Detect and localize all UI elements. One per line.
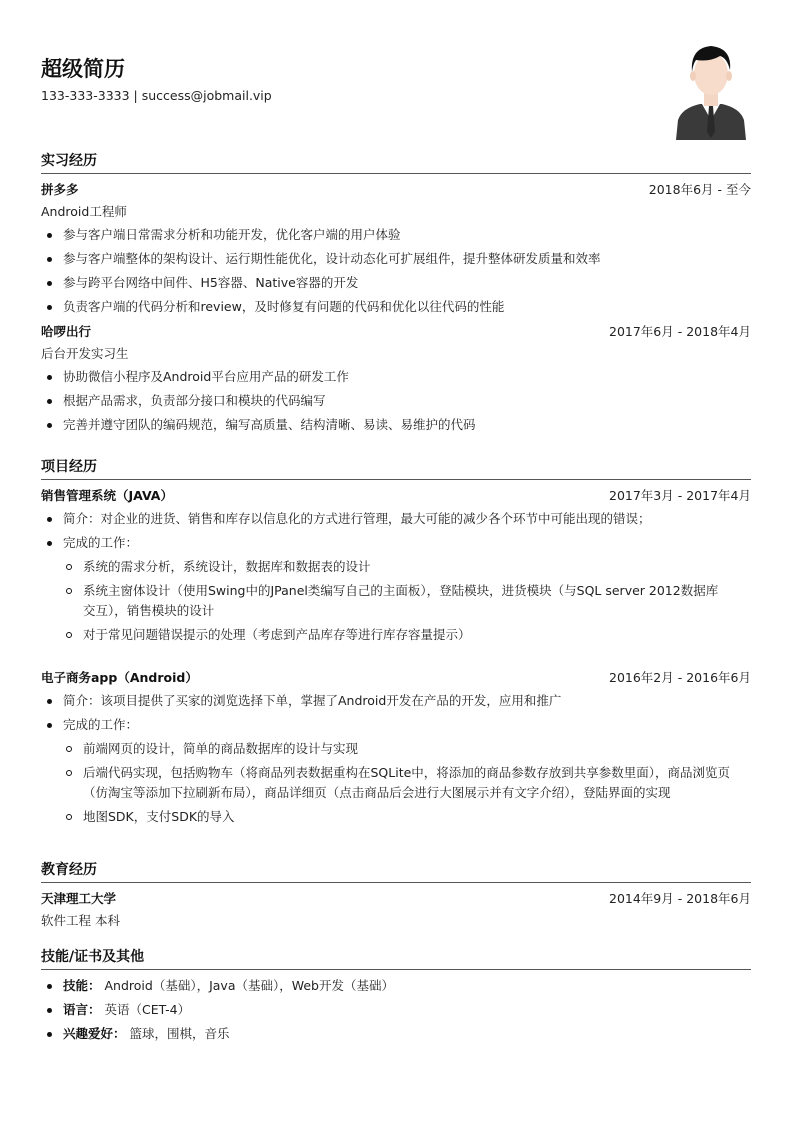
company-name: 拼多多 bbox=[41, 182, 79, 197]
major-degree: 软件工程 本科 bbox=[41, 913, 120, 928]
language-label: 语言： bbox=[63, 1002, 101, 1017]
list-item: 地图SDK，支付SDK的导入 bbox=[41, 807, 751, 827]
education-entry bbox=[41, 888, 751, 932]
hobby-label: 兴趣爱好： bbox=[63, 1026, 126, 1041]
contact-info: 133-333-3333 | success@jobmail.vip bbox=[41, 88, 272, 103]
project-name: 电子商务app（Android） bbox=[41, 670, 198, 685]
project-name: 销售管理系统（JAVA） bbox=[41, 488, 173, 503]
date-range: 2018年6月 - 至今 bbox=[648, 182, 751, 197]
project-entry bbox=[41, 667, 751, 827]
list-item: 负责客户端的代码分析和review，及时修复有问题的代码和优化以往代码的性能 bbox=[41, 297, 751, 317]
education-section bbox=[41, 859, 751, 932]
internship-entry bbox=[41, 179, 751, 317]
date-range: 2017年3月 - 2017年4月 bbox=[609, 488, 751, 503]
candidate-name: 超级简历 bbox=[41, 57, 125, 81]
list-item: 完善并遵守团队的编码规范，编写高质量、结构清晰、易读、易维护的代码 bbox=[41, 415, 751, 435]
skill-value: Android（基础），Java（基础），Web开发（基础） bbox=[104, 978, 394, 993]
project-entry bbox=[41, 485, 751, 645]
skill-item bbox=[41, 976, 751, 996]
section-title-internship: 实习经历 bbox=[41, 150, 751, 174]
list-item: 参与跨平台网络中间件、H5容器、Native容器的开发 bbox=[41, 273, 751, 293]
list-item: 后端代码实现，包括购物车（将商品列表数据重构在SQLite中，将添加的商品参数存放到共享参数里面），商品浏览页（仿淘宝等添加下拉刷新布局），商品详细页（点击商品后会进行大图展示并有文字介绍），登陆界面的实现 bbox=[41, 763, 751, 803]
internship-entry bbox=[41, 321, 751, 435]
job-role: 后台开发实习生 bbox=[41, 346, 129, 361]
date-range: 2014年9月 - 2018年6月 bbox=[609, 891, 751, 906]
project-intro: 简介：该项目提供了买家的浏览选择下单，掌握了Android开发在产品的开发，应用和推广 bbox=[41, 691, 751, 711]
list-item: 系统主窗体设计（使用Swing中的JPanel类编写自己的主面板），登陆模块，进货模块（与SQL server 2012数据库交互），销售模块的设计 bbox=[41, 581, 751, 621]
hobby-value: 篮球，围棋，音乐 bbox=[129, 1026, 230, 1041]
date-range: 2016年2月 - 2016年6月 bbox=[609, 670, 751, 685]
job-role: Android工程师 bbox=[41, 204, 127, 219]
work-label: 完成的工作： bbox=[41, 715, 751, 735]
language-value: 英语（CET-4） bbox=[104, 1002, 191, 1017]
school-name: 天津理工大学 bbox=[41, 891, 117, 906]
section-title-skills: 技能/证书及其他 bbox=[41, 946, 751, 970]
skill-label: 技能： bbox=[63, 978, 101, 993]
hobby-item bbox=[41, 1024, 751, 1044]
list-item: 前端网页的设计，简单的商品数据库的设计与实现 bbox=[41, 739, 751, 759]
list-item: 根据产品需求，负责部分接口和模块的代码编写 bbox=[41, 391, 751, 411]
language-item bbox=[41, 1000, 751, 1020]
internship-section bbox=[41, 150, 751, 439]
work-label: 完成的工作： bbox=[41, 533, 751, 553]
list-item: 系统的需求分析，系统设计，数据库和数据表的设计 bbox=[41, 557, 751, 577]
company-name: 哈啰出行 bbox=[41, 324, 92, 339]
list-item: 参与客户端日常需求分析和功能开发，优化客户端的用户体验 bbox=[41, 225, 751, 245]
list-item: 参与客户端整体的架构设计、运行期性能优化，设计动态化可扩展组件，提升整体研发质量和效率 bbox=[41, 249, 751, 269]
list-item: 对于常见问题错误提示的处理（考虑到产品库存等进行库存容量提示） bbox=[41, 625, 751, 645]
projects-section bbox=[41, 456, 751, 831]
project-intro: 简介：对企业的进货、销售和库存以信息化的方式进行管理，最大可能的减少各个环节中可能出现的错误； bbox=[41, 509, 751, 529]
section-title-projects: 项目经历 bbox=[41, 456, 751, 480]
section-title-education: 教育经历 bbox=[41, 859, 751, 883]
date-range: 2017年6月 - 2018年4月 bbox=[609, 324, 751, 339]
avatar bbox=[672, 40, 750, 140]
list-item: 协助微信小程序及Android平台应用产品的研发工作 bbox=[41, 367, 751, 387]
skills-section bbox=[41, 946, 751, 1048]
